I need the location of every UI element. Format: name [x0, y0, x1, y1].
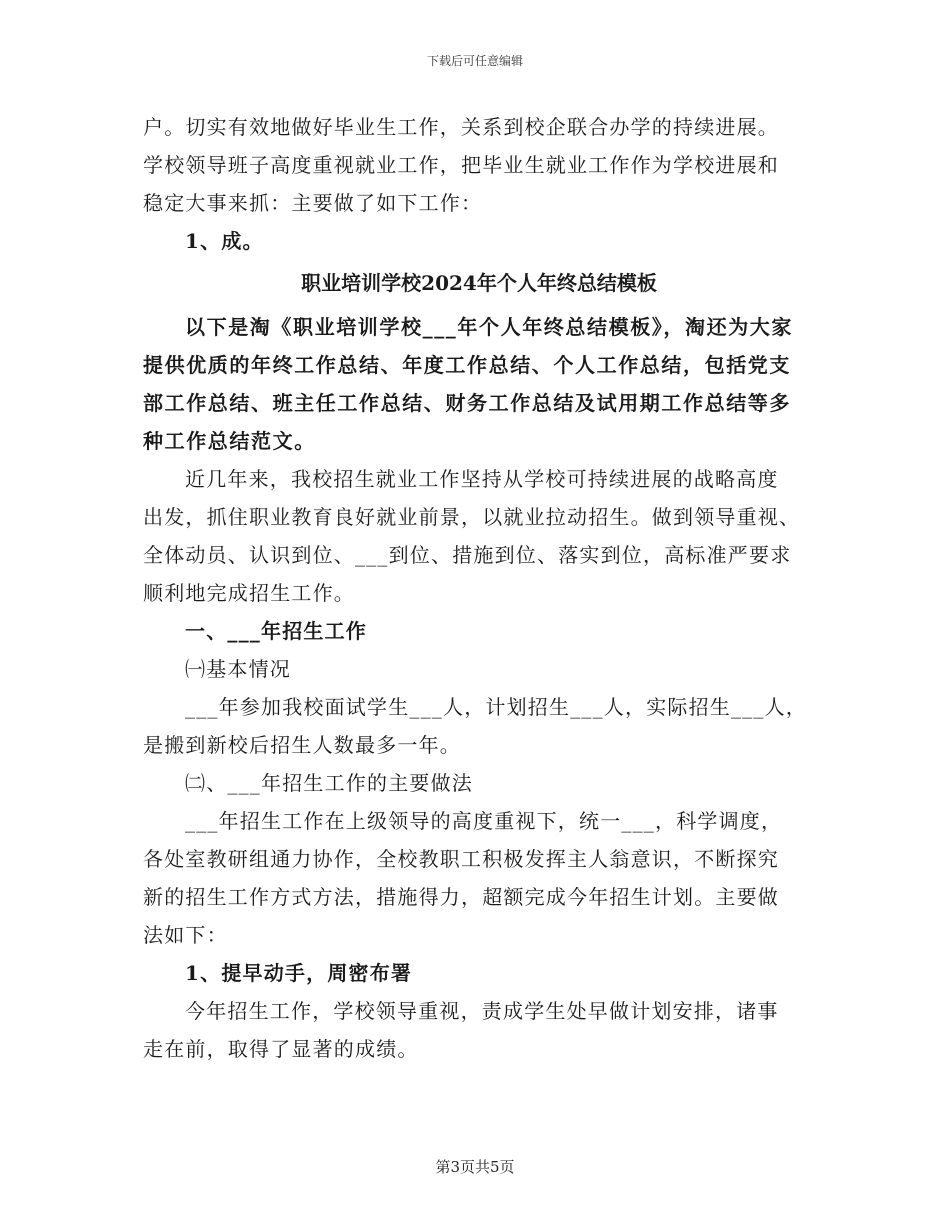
document-title: 职业培训学校2024年个人年终总结模板: [301, 271, 657, 295]
text-line: 出发，抓住职业教育良好就业前景，以就业拉动招生。做到领导重视、: [143, 505, 801, 529]
text-line: 今年招生工作，学校领导重视，责成学生处早做计划安排，诸事: [185, 999, 779, 1023]
point-heading: 1、提早动手，周密布署: [185, 961, 413, 985]
paragraph: [143, 688, 815, 764]
text-line: 是搬到新校后招生人数最多一年。: [143, 733, 461, 757]
text-line: 全体动员、认识到位、___到位、措施到位、落实到位，高标准严要求: [143, 543, 792, 567]
text-line: 以下是淘《职业培训学校___年个人年终总结模板》，淘还为大家: [185, 315, 793, 339]
page-header-note: 下载后可任意编辑: [426, 54, 523, 68]
subsection-heading: ㈡、___年招生工作的主要做法: [185, 771, 473, 795]
text-line: 近几年来，我校招生就业工作坚持从学校可持续进展的战略高度: [185, 467, 779, 491]
text-line: 学校领导班子高度重视就业工作，把毕业生就业工作作为学校进展和: [143, 153, 779, 177]
item-heading: 1、成。: [185, 229, 264, 253]
section-heading: 一、___年招生工作: [185, 619, 367, 643]
subsection-heading: ㈠基本情况: [185, 657, 291, 681]
text-line: 户。切实有效地做好毕业生工作，关系到校企联合办学的持续进展。: [143, 115, 779, 139]
document-body: [143, 108, 815, 1068]
paragraph: [143, 460, 815, 612]
text-line: 新的招生工作方式方法，措施得力，超额完成今年招生计划。主要做: [143, 885, 779, 909]
text-line: 部工作总结、班主任工作总结、财务工作总结及试用期工作总结等多: [143, 391, 791, 415]
text-line: 各处室教研组通力协作，全校教职工积极发挥主人翁意识，不断探究: [143, 847, 779, 871]
text-line: ___年参加我校面试学生___人，计划招生___人，实际招生___人，: [185, 695, 807, 719]
paragraph: [143, 802, 815, 954]
page-number: 第3页共5页: [435, 1158, 515, 1176]
summary-paragraph: [143, 308, 815, 460]
intro-paragraph: [143, 108, 815, 222]
text-line: 提供优质的年终工作总结、年度工作总结、个人工作总结，包括党支: [143, 353, 791, 377]
text-line: 顺利地完成招生工作。: [143, 581, 355, 605]
text-line: 走在前，取得了显著的成绩。: [143, 1037, 419, 1061]
text-line: ___年招生工作在上级领导的高度重视下，统一___，科学调度，: [185, 809, 783, 833]
paragraph: [143, 992, 815, 1068]
text-line: 种工作总结范文。: [143, 429, 316, 453]
text-line: 稳定大事来抓：主要做了如下工作：: [143, 191, 483, 215]
text-line: 法如下：: [143, 923, 228, 947]
